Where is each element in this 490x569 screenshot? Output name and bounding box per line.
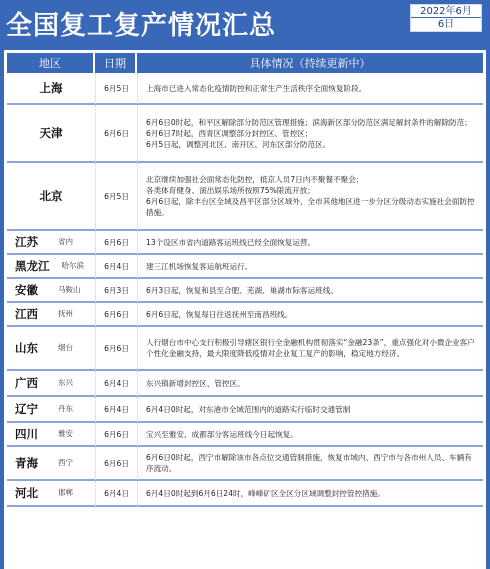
- detail-cell: [137, 447, 483, 481]
- region-cell: [7, 423, 95, 447]
- detail-cell: [137, 231, 483, 255]
- province-name: 北京: [39, 188, 63, 203]
- city-name: 马鞍山: [58, 284, 81, 294]
- province-name: 四川: [15, 426, 38, 441]
- region-cell: [7, 481, 95, 507]
- date-cell: 6月4日: [95, 481, 137, 507]
- table-row: [7, 163, 483, 231]
- province-name: 江西: [15, 306, 38, 321]
- region-cell: [7, 105, 95, 163]
- detail-cell: [137, 423, 483, 447]
- detail-line: 建三江机场恢复客运航班运行。: [146, 261, 253, 271]
- detail-cell: [137, 481, 483, 507]
- detail-line: 6月5日起，调整河北区、南开区、河东区部分防范区。: [146, 139, 331, 149]
- table-row: [7, 105, 483, 163]
- detail-cell: [137, 73, 483, 105]
- province-name: 江苏: [15, 234, 38, 249]
- region-cell: [7, 371, 95, 397]
- table-row: [7, 327, 483, 371]
- summary-panel: [4, 50, 486, 569]
- table-row: [7, 447, 483, 481]
- city-name: 丹东: [58, 403, 73, 413]
- city-name: 东兴: [58, 377, 73, 387]
- detail-cell: [137, 163, 483, 231]
- table-body: [7, 73, 483, 507]
- region-cell: [7, 73, 95, 105]
- date-year-month: 2022年6月: [411, 5, 481, 18]
- date-cell: 6月5日: [95, 163, 137, 231]
- detail-line: 各类体育健身、演出娱乐场所按照75%限流开放；: [146, 186, 315, 195]
- detail-line: 6月6日0时起，西宁市解除该市各点位交通管制措施，恢复市域内、西宁市与各市州人员、车辆有序流动。: [146, 453, 472, 473]
- table-row: [7, 73, 483, 105]
- detail-line: 人行烟台市中心支行积极引导辖区银行全金融机构贯彻落实“金融23条”，重点强化对小微企业客户个性化金融支持，最大限度降低疫情对企业复工复产的影响，稳定地方经济。: [146, 338, 475, 358]
- table-row: [7, 255, 483, 279]
- detail-line: 6月6日7时起，西青区调整部分封控区、管控区；: [146, 128, 313, 138]
- province-name: 青海: [15, 455, 38, 470]
- column-header-region: 地区: [7, 53, 95, 73]
- date-cell: 6月4日: [95, 371, 137, 397]
- page-title: 全国复工复产情况汇总: [6, 11, 277, 41]
- table-row: [7, 279, 483, 303]
- region-cell: [7, 447, 95, 481]
- table-row: [7, 481, 483, 507]
- detail-cell: [137, 105, 483, 163]
- region-cell: [7, 255, 95, 279]
- detail-line: 6月6日起，恢复每日往返抚州至南昌班线。: [146, 309, 293, 319]
- date-cell: 6月6日: [95, 447, 137, 481]
- region-cell: [7, 327, 95, 371]
- table-row: [7, 231, 483, 255]
- column-header-detail: 具体情况（持续更新中）: [137, 53, 483, 73]
- city-name: 哈尔滨: [61, 260, 84, 270]
- detail-line: 东兴镇新增封控区、管控区。: [146, 378, 245, 388]
- province-name: 天津: [39, 125, 63, 140]
- region-cell: [7, 303, 95, 327]
- table-row: [7, 423, 483, 447]
- detail-cell: [137, 371, 483, 397]
- province-name: 安徽: [15, 282, 38, 297]
- date-cell: 6月4日: [95, 255, 137, 279]
- region-cell: [7, 163, 95, 231]
- detail-line: 北京继续加强社会面常态化防控，抵京人员7日内不聚餐不聚会；: [146, 175, 364, 184]
- table-row: [7, 397, 483, 423]
- date-day: 6日: [437, 19, 455, 30]
- region-cell: [7, 397, 95, 423]
- detail-cell: [137, 327, 483, 371]
- detail-line: 上海市已进入常态化疫情防控和正常生产生活秩序全面恢复阶段。: [146, 83, 367, 93]
- region-cell: [7, 279, 95, 303]
- city-name: 雅安: [58, 428, 73, 438]
- summary-table: [7, 53, 483, 507]
- detail-cell: [137, 397, 483, 423]
- detail-line: 6月4日0时起到6月6日24时，峰峰矿区全区分区域调整封控管控措施。: [146, 488, 385, 498]
- city-name: 省内: [58, 236, 73, 246]
- province-name: 河北: [15, 485, 38, 500]
- detail-line: 6月4日0时起，对东港市全域范围内的道路实行临时交通管制: [146, 404, 351, 414]
- city-name: 烟台: [58, 342, 73, 352]
- city-name: 邯郸: [58, 487, 73, 497]
- table-row: [7, 303, 483, 327]
- date-cell: 6月5日: [95, 73, 137, 105]
- detail-line: 13个设区市省内道路客运班线已经全面恢复运营。: [146, 237, 316, 247]
- page-header: [0, 0, 490, 50]
- date-cell: 6月3日: [95, 279, 137, 303]
- detail-cell: [137, 303, 483, 327]
- date-cell: 6月6日: [95, 303, 137, 327]
- column-header-date: 日期: [95, 53, 137, 73]
- city-name: 西宁: [58, 457, 73, 467]
- detail-line: 6月3日起，恢复和县至合肥、芜湖、巢湖市际客运班线。: [146, 285, 338, 295]
- date-cell: 6月6日: [95, 105, 137, 163]
- province-name: 上海: [39, 80, 63, 95]
- province-name: 黑龙江: [15, 258, 50, 273]
- date-cell: 6月4日: [95, 397, 137, 423]
- region-cell: [7, 231, 95, 255]
- province-name: 广西: [15, 375, 38, 390]
- date-badge: [410, 4, 482, 32]
- detail-line: 6月6日起，除丰台区全域及昌平区部分区域外，全市其他地区进一步分区分级动态实施社会面防控措施。: [146, 197, 475, 217]
- date-cell: 6月6日: [95, 327, 137, 371]
- detail-cell: [137, 279, 483, 303]
- date-cell: 6月6日: [95, 231, 137, 255]
- detail-cell: [137, 255, 483, 279]
- table-row: [7, 371, 483, 397]
- city-name: 抚州: [58, 308, 73, 318]
- detail-line: 6月6日0时起，和平区解除部分防范区管理措施；滨海新区部分防范区满足解封条件的解除防范；: [146, 117, 472, 127]
- date-cell: 6月6日: [95, 423, 137, 447]
- table-header-row: [7, 53, 483, 73]
- detail-line: 宝兴至雅安、成都部分客运班线今日起恢复。: [146, 429, 298, 439]
- province-name: 山东: [15, 340, 38, 355]
- province-name: 辽宁: [15, 401, 38, 416]
